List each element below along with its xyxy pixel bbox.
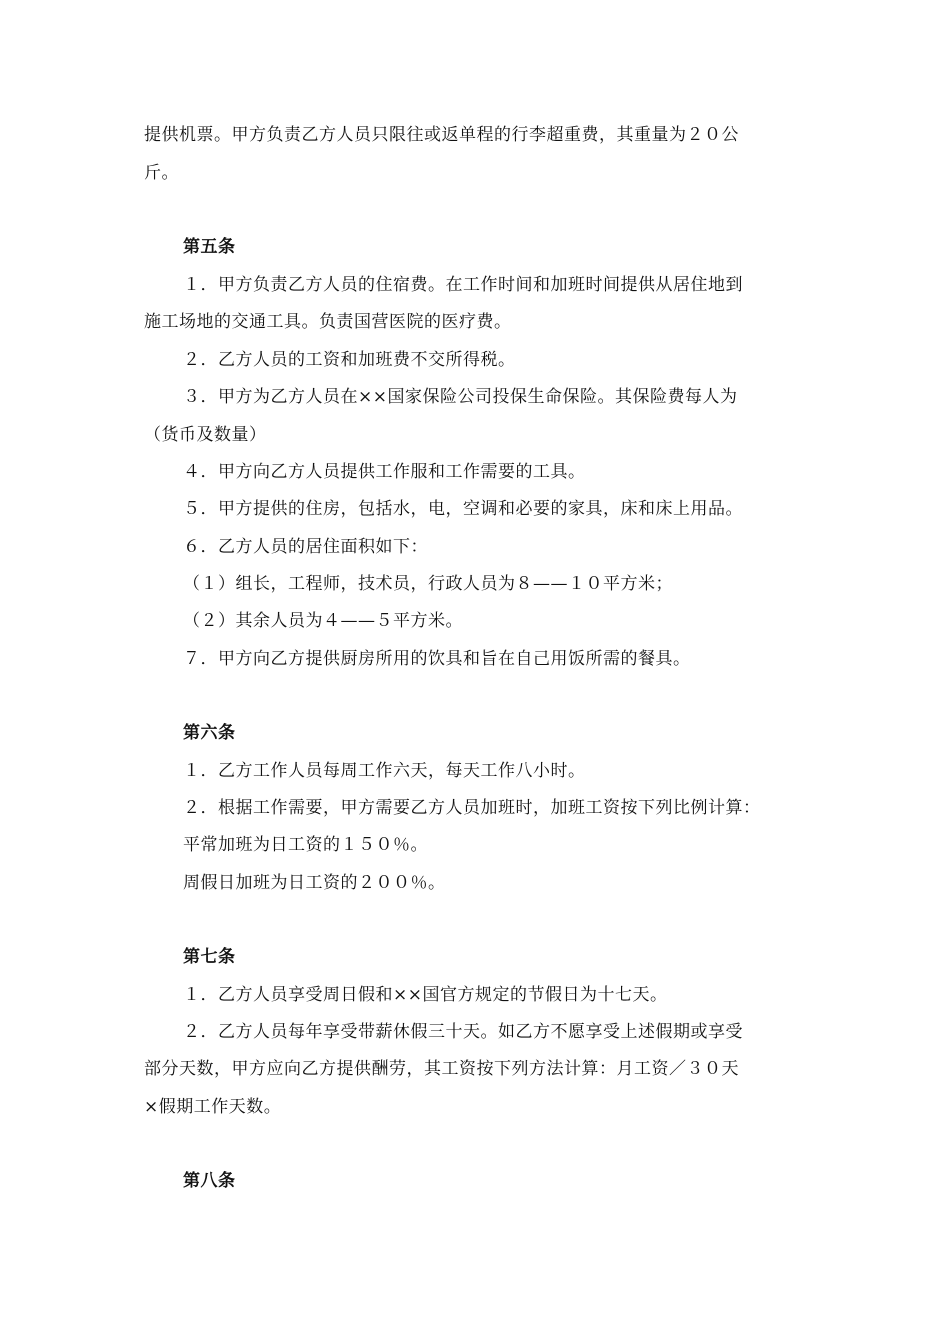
paragraph-line: （货币及数量） bbox=[144, 425, 267, 445]
paragraph-line: 施工场地的交通工具。负责国营医院的医疗费。 bbox=[144, 312, 512, 332]
paragraph-line: 斤。 bbox=[144, 163, 179, 183]
paragraph-line: （２）其余人员为４——５平方米。 bbox=[183, 611, 463, 631]
paragraph-line: ×假期工作天数。 bbox=[144, 1097, 282, 1117]
paragraph-line: ４．甲方向乙方人员提供工作服和工作需要的工具。 bbox=[183, 462, 586, 482]
paragraph-line: 平常加班为日工资的１５０％。 bbox=[183, 835, 428, 855]
paragraph-line: 周假日加班为日工资的２００％。 bbox=[183, 873, 446, 893]
paragraph-line: ５．甲方提供的住房，包括水，电，空调和必要的家具，床和床上用品。 bbox=[183, 499, 743, 519]
paragraph-line: １．乙方人员享受周日假和××国官方规定的节假日为十七天。 bbox=[183, 985, 668, 1005]
paragraph-line: ２．根据工作需要，甲方需要乙方人员加班时，加班工资按下列比例计算： bbox=[183, 798, 761, 818]
paragraph-line: ６．乙方人员的居住面积如下： bbox=[183, 537, 428, 557]
paragraph-line: ３．甲方为乙方人员在××国家保险公司投保生命保险。其保险费每人为 bbox=[183, 387, 738, 407]
paragraph-line: 部分天数，甲方应向乙方提供酬劳，其工资按下列方法计算：月工资／３０天 bbox=[144, 1059, 739, 1079]
article-6-heading: 第六条 bbox=[183, 723, 236, 743]
paragraph-line: （１）组长，工程师，技术员，行政人员为８——１０平方米； bbox=[183, 574, 673, 594]
paragraph-line: １．乙方工作人员每周工作六天，每天工作八小时。 bbox=[183, 761, 586, 781]
paragraph-line: ２．乙方人员的工资和加班费不交所得税。 bbox=[183, 350, 516, 370]
article-8-heading: 第八条 bbox=[183, 1171, 236, 1191]
paragraph-line: ２．乙方人员每年享受带薪休假三十天。如乙方不愿享受上述假期或享受 bbox=[183, 1022, 743, 1042]
paragraph-line: １．甲方负责乙方人员的住宿费。在工作时间和加班时间提供从居住地到 bbox=[183, 275, 743, 295]
article-7-heading: 第七条 bbox=[183, 947, 236, 967]
paragraph-line: 提供机票。甲方负责乙方人员只限往或返单程的行李超重费，其重量为２０公 bbox=[144, 125, 739, 145]
paragraph-line: ７．甲方向乙方提供厨房所用的饮具和旨在自己用饭所需的餐具。 bbox=[183, 649, 691, 669]
article-5-heading: 第五条 bbox=[183, 237, 236, 257]
